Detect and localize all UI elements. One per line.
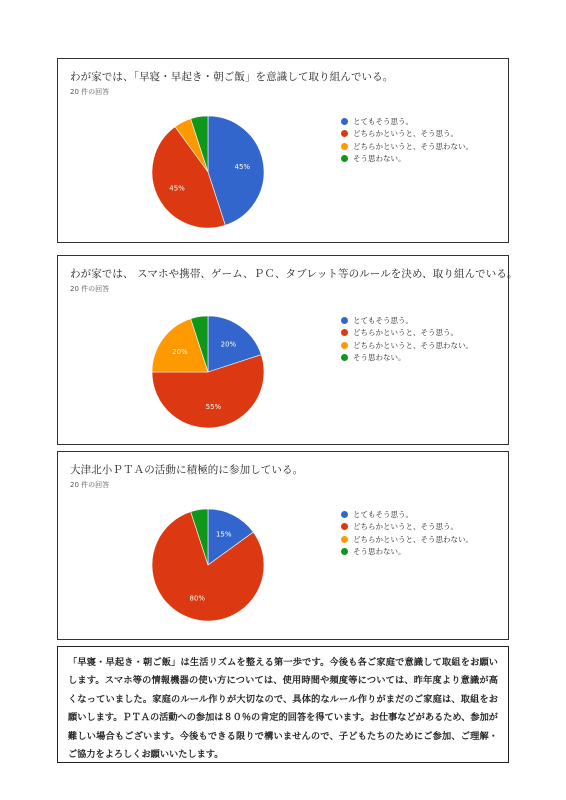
legend-swatch bbox=[341, 536, 348, 543]
legend-item bbox=[341, 115, 473, 128]
legend-label: どちらかというと、そう思う。 bbox=[353, 522, 458, 532]
chart-panel-1 bbox=[57, 58, 509, 243]
slice-value-label: 20% bbox=[220, 340, 237, 349]
legend-swatch bbox=[341, 329, 348, 336]
legend-swatch bbox=[341, 130, 348, 137]
legend-item bbox=[341, 546, 473, 559]
slice-value-label: 80% bbox=[189, 594, 206, 603]
legend-label: そう思わない。 bbox=[353, 547, 406, 557]
legend-label: どちらかというと、そう思う。 bbox=[353, 129, 458, 139]
legend-item bbox=[341, 314, 473, 327]
legend-item bbox=[341, 153, 473, 166]
legend-swatch bbox=[341, 511, 348, 518]
slice-value-label: 45% bbox=[234, 163, 251, 172]
response-count: 20 件の回答 bbox=[70, 285, 110, 293]
slice-value-label: 45% bbox=[169, 184, 185, 193]
legend-item bbox=[341, 128, 473, 141]
legend-label: とてもそう思う。 bbox=[353, 116, 413, 126]
summary-note: 「早寝・早起き・朝ご飯」は生活リズムを整える第一歩です。今後も各ご家庭で意識して取組をお願いします。スマホ等の情報機器の使い方については、使用時間や頻度等については、昨年度より意識が高くなっていました。家庭のルール作りが大切なので、具体的なルール作りがまだのご家庭は、取組をお願いします。ＰＴＡの活動への参加は８０％の肯定的回答を得ています。お仕事などがあるため、参加が難しい場合もございます。今後もできる限りで構いませんので、子どもたちのためにご参加、ご理解・ご協力をよろしくお願いいたします。 bbox=[57, 646, 509, 763]
pie-chart bbox=[143, 307, 273, 437]
legend-item bbox=[341, 533, 473, 546]
legend-swatch bbox=[341, 143, 348, 150]
legend-label: とてもそう思う。 bbox=[353, 315, 413, 325]
chart-legend bbox=[341, 508, 473, 558]
legend-swatch bbox=[341, 523, 348, 530]
slice-value-label: 15% bbox=[215, 530, 232, 539]
pie-chart bbox=[143, 500, 273, 630]
pie-chart bbox=[143, 107, 273, 237]
slice-value-label: 20% bbox=[172, 348, 188, 357]
legend-swatch bbox=[341, 354, 348, 361]
legend-item bbox=[341, 140, 473, 153]
legend-label: とてもそう思う。 bbox=[353, 509, 413, 519]
legend-swatch bbox=[341, 317, 348, 324]
legend-item bbox=[341, 339, 473, 352]
legend-item bbox=[341, 352, 473, 365]
legend-swatch bbox=[341, 342, 348, 349]
response-count: 20 件の回答 bbox=[70, 88, 110, 96]
legend-item bbox=[341, 327, 473, 340]
legend-label: どちらかというと、そう思わない。 bbox=[353, 534, 473, 544]
chart-title: わが家では、 スマホや携帯、ゲーム、ＰＣ、タブレット等のルールを決め、取り組んでいる。 bbox=[70, 268, 518, 280]
chart-legend bbox=[341, 314, 473, 364]
legend-swatch bbox=[341, 155, 348, 162]
legend-label: そう思わない。 bbox=[353, 353, 406, 363]
legend-swatch bbox=[341, 548, 348, 555]
legend-label: どちらかというと、そう思わない。 bbox=[353, 141, 473, 151]
chart-title: 大津北小ＰＴＡの活動に積極的に参加している。 bbox=[70, 464, 304, 476]
legend-item bbox=[341, 521, 473, 534]
legend-item bbox=[341, 508, 473, 521]
legend-label: どちらかというと、そう思わない。 bbox=[353, 340, 473, 350]
legend-label: そう思わない。 bbox=[353, 154, 406, 164]
slice-value-label: 55% bbox=[205, 402, 222, 411]
chart-legend bbox=[341, 115, 473, 165]
chart-panel-3 bbox=[57, 451, 509, 640]
legend-label: どちらかというと、そう思う。 bbox=[353, 328, 458, 338]
legend-swatch bbox=[341, 118, 348, 125]
response-count: 20 件の回答 bbox=[70, 481, 110, 489]
chart-title: わが家では、「早寝・早起き・朝ご飯」を意識して取り組んでいる。 bbox=[70, 71, 394, 83]
chart-panel-2 bbox=[57, 255, 518, 445]
